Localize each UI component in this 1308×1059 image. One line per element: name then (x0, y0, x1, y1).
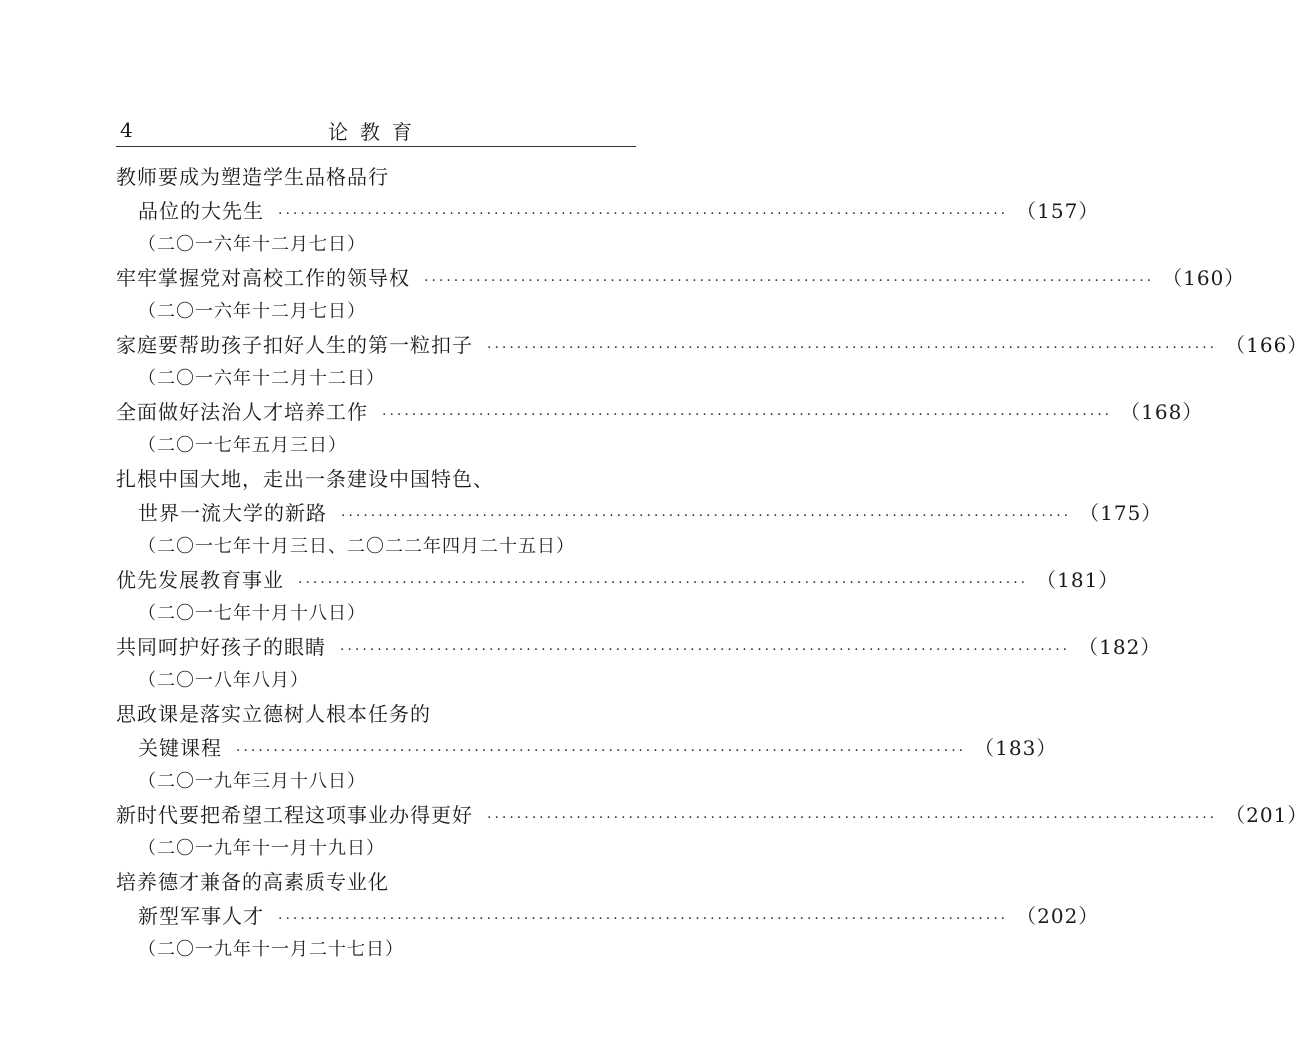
toc-title: 关键课程 (138, 736, 222, 760)
toc-title: 家庭要帮助孩子扣好人生的第一粒扣子 (116, 333, 473, 357)
toc-entry[interactable] (116, 261, 1246, 328)
toc-title: 新时代要把希望工程这项事业办得更好 (116, 803, 473, 827)
toc-date: （二〇一六年十二月七日） (138, 234, 366, 255)
toc-title: 共同呵护好孩子的眼睛 (116, 635, 326, 659)
toc-date: （二〇一七年十月十八日） (138, 603, 366, 624)
toc-entry[interactable] (116, 865, 1100, 966)
toc-entry[interactable] (116, 630, 1162, 697)
toc-page-number: （175） (1079, 501, 1163, 525)
toc-title-line (116, 865, 636, 899)
toc-date: （二〇一六年十二月十二日） (138, 368, 385, 389)
toc-title: 教师要成为塑造学生品格品行 (116, 165, 389, 189)
toc-title: 优先发展教育事业 (116, 568, 284, 592)
toc-title-line (116, 630, 1162, 664)
book-title: 论教育 (328, 120, 424, 144)
dot-leader: ·································································································· (487, 340, 1218, 356)
dot-leader: ·································································································· (340, 642, 1071, 658)
toc-date: （二〇一八年八月） (138, 670, 309, 691)
toc-date: （二〇一九年三月十八日） (138, 771, 366, 792)
toc-title: 扎根中国大地，走出一条建设中国特色、 (116, 467, 494, 491)
toc-title-line (116, 899, 1100, 933)
dot-leader: ·································································································· (298, 575, 1029, 591)
toc-title: 培养德才兼备的高素质专业化 (116, 870, 389, 894)
toc-entry[interactable] (116, 798, 1308, 865)
toc-date: （二〇一六年十二月七日） (138, 301, 366, 322)
toc-entry[interactable] (116, 563, 1120, 630)
toc-date: （二〇一七年五月三日） (138, 435, 347, 456)
toc-title-line (116, 261, 1246, 295)
toc-title-line (116, 160, 636, 194)
toc-title-line (116, 697, 636, 731)
toc-page-number: （168） (1120, 400, 1204, 424)
dot-leader: ·································································································· (236, 743, 967, 759)
toc-page-number: （160） (1162, 266, 1246, 290)
toc-page-number: （157） (1016, 199, 1100, 223)
toc-entry[interactable] (116, 160, 1100, 261)
toc-title-line (116, 731, 1058, 765)
toc-title: 品位的大先生 (138, 199, 264, 223)
toc-title-line (116, 395, 1204, 429)
toc-page-number: （201） (1225, 803, 1308, 827)
toc-date: （二〇一九年十一月二十七日） (138, 939, 404, 960)
toc-title-line (116, 563, 1120, 597)
dot-leader: ·································································································· (487, 810, 1218, 826)
toc-page-number: （202） (1016, 904, 1100, 928)
toc-title-line (116, 194, 1100, 228)
toc-entry[interactable] (116, 697, 1058, 798)
toc-page-number: （182） (1078, 635, 1162, 659)
page-header (116, 112, 636, 147)
dot-leader: ·································································································· (341, 508, 1072, 524)
table-of-contents (116, 160, 1308, 966)
toc-title-line (116, 496, 1163, 530)
toc-page-number: （181） (1036, 568, 1120, 592)
toc-date: （二〇一七年十月三日、二〇二二年四月二十五日） (138, 536, 575, 557)
toc-title-line (116, 462, 636, 496)
dot-leader: ·································································································· (424, 273, 1155, 289)
toc-entry[interactable] (116, 462, 1163, 563)
toc-title-line (116, 328, 1308, 362)
page-number: 4 (120, 118, 133, 142)
dot-leader: ·································································································· (382, 407, 1113, 423)
dot-leader: ·································································································· (278, 206, 1009, 222)
toc-entry[interactable] (116, 395, 1204, 462)
toc-title: 新型军事人才 (138, 904, 264, 928)
toc-title: 世界一流大学的新路 (138, 501, 327, 525)
toc-title-line (116, 798, 1308, 832)
toc-title: 全面做好法治人才培养工作 (116, 400, 368, 424)
dot-leader: ·································································································· (278, 911, 1009, 927)
toc-date: （二〇一九年十一月十九日） (138, 838, 385, 859)
toc-page-number: （166） (1225, 333, 1308, 357)
toc-page-number: （183） (974, 736, 1058, 760)
toc-title: 思政课是落实立德树人根本任务的 (116, 702, 431, 726)
toc-title: 牢牢掌握党对高校工作的领导权 (116, 266, 410, 290)
toc-entry[interactable] (116, 328, 1308, 395)
